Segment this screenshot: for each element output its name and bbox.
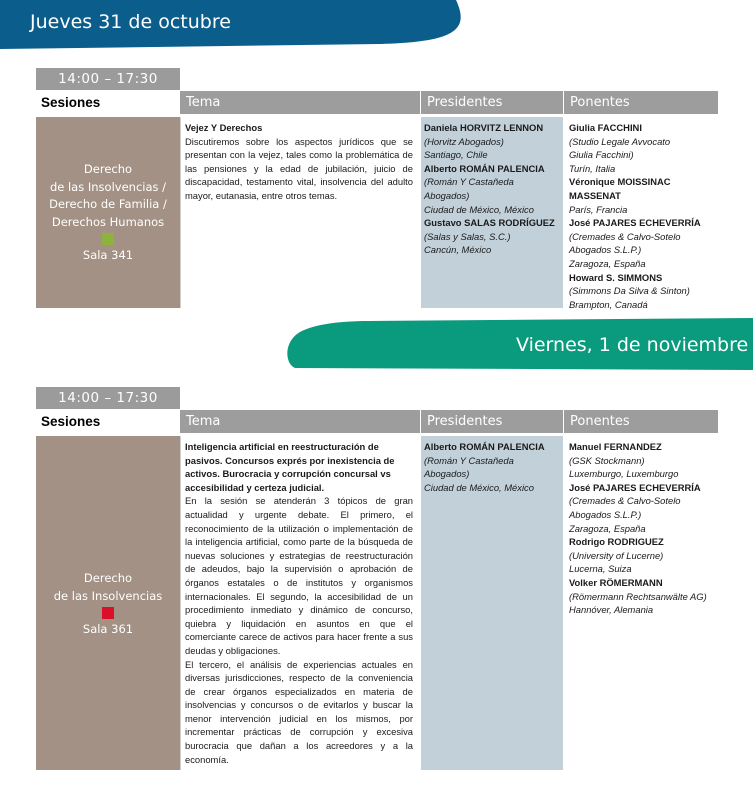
session-time: 14:00 – 17:30 [36, 68, 180, 90]
ponente-name: Giulia FACCHINI [569, 122, 642, 133]
header-ponentes: Ponentes [564, 91, 718, 114]
day-title: Jueves 31 de octubre [30, 11, 231, 33]
session-cell [36, 436, 180, 770]
session-cell [36, 117, 180, 308]
ponentes-cell [567, 117, 747, 315]
presidente-name: Gustavo SALAS RODRÍGUEZ [424, 217, 555, 229]
session-room: Sala 341 [82, 248, 134, 262]
session-name-line: de las Insolvencias / [49, 179, 167, 194]
session-time: 14:00 – 17:30 [36, 387, 180, 409]
tema-description: El tercero, el análisis de experiencias actuales en diversas jurisdicciones, respecto de la conveniencia de crear órganos especializados en materia de insolvencias y concursos o de evitarlos y buscar la menor intervención judicial en los mismos, por incrementar prácticas de corrupción y excesiva burocracia que dañan a los acreedores y a la economía. [185, 658, 413, 765]
presidente-detail: Cancún, México [424, 244, 492, 256]
ponente-name: José PAJARES ECHEVERRÍA [569, 481, 701, 493]
presidente-name: Alberto ROMÁN PALENCIA [424, 441, 545, 452]
presidente-detail: (Román Y Castañeda [424, 176, 514, 188]
ponente-name: Manuel FERNANDEZ [569, 441, 662, 452]
day-title: Viernes, 1 de noviembre [516, 334, 749, 356]
header-presidentes: Presidentes [421, 410, 563, 433]
presidentes-cell [421, 117, 563, 308]
ponente-detail: (Simmons Da Silva & Sinton) [569, 285, 690, 297]
session-name-line: Derecho de Familia / [49, 197, 167, 211]
presidente-detail: (Román Y Castañeda [424, 454, 514, 466]
ponente-detail: Giulia Facchini) [569, 149, 634, 161]
ponente-name: Rodrigo RODRIGUEZ [569, 536, 664, 548]
tema-title: Inteligencia artificial en reestructuración de pasivos. Concursos exprés por inexistencia de activos. Burocracia y corrupción concursal vs accesibilidad y certeza judicial. [185, 441, 395, 493]
header-tema: Tema [180, 91, 420, 114]
session-name-line: Derecho [83, 571, 133, 585]
ponente-detail: Brampton, Canadá [569, 298, 648, 310]
session-name-line: Derechos Humanos [51, 214, 165, 229]
ponente-detail: Zaragoza, España [569, 522, 646, 534]
presidentes-cell [421, 436, 563, 770]
tema-description: En la sesión se atenderán 3 tópicos de gran actualidad y urgente debate. El primero, el reconocimiento de la utilización o implementación de la inteligencia artificial, como parte de la búsqueda de nuevas soluciones y estrategias de reestructuración de adeudos, bajo la supervisión o aprobación de órganos estatales o de institutos y organismos internacionales. El segundo, la accesibilidad de un procedimiento inmediato y dinámico de concurso, quiebra y liquidación en asuntos en que el comerciante carece de activos para hacer frente a sus deudas y obligaciones. [185, 495, 413, 656]
ponente-detail: (Cremades & Calvo-Sotelo [569, 230, 681, 242]
presidente-detail: Ciudad de México, México [424, 203, 534, 215]
ponente-detail: París, Francia [569, 203, 628, 215]
ponente-detail: (University of Lucerne) [569, 549, 664, 561]
ponente-detail: Zaragoza, España [569, 257, 646, 269]
presidente-name: Daniela HORVITZ LENNON [424, 122, 544, 133]
presidente-detail: Abogados) [424, 468, 470, 480]
tema-description: Discutiremos sobre los aspectos jurídicos que se presentan con la vejez, tales como la problemática de las pensiones y la edad de jubilación, juicio de discapacidad, testamento vital, insolvencia del adulto mayor, eutanasia, entre otros temas. [185, 135, 413, 201]
presidente-detail: Ciudad de México, México [424, 481, 534, 493]
presidente-name: Alberto ROMÁN PALENCIA [424, 162, 545, 174]
header-sesiones: Sesiones [41, 414, 101, 429]
ponente-detail: Abogados S.L.P.) [569, 244, 642, 256]
tema-cell [181, 117, 417, 207]
session-color-square [102, 607, 114, 619]
ponente-name: José PAJARES ECHEVERRÍA [569, 217, 701, 229]
session-name-line: Derecho [83, 162, 133, 176]
ponente-name: Véronique MOISSINAC MASSENAT [569, 176, 671, 201]
ponente-detail: Turín, Italia [569, 162, 616, 174]
ponente-detail: Abogados S.L.P.) [569, 508, 642, 520]
session-room: Sala 361 [82, 622, 134, 636]
header-ponentes: Ponentes [564, 410, 718, 433]
session-color-square [102, 233, 114, 245]
ponente-name: Howard S. SIMMONS [569, 271, 663, 283]
header-tema: Tema [180, 410, 420, 433]
presidente-detail: (Horvitz Abogados) [424, 135, 504, 147]
ponente-detail: (GSK Stockmann) [569, 454, 645, 466]
tema-title: Vejez Y Derechos [185, 122, 263, 133]
ponentes-cell [567, 436, 747, 621]
ponente-detail: (Cremades & Calvo-Sotelo [569, 495, 681, 507]
session-name-line: de las Insolvencias [53, 588, 163, 603]
presidente-detail: Abogados) [424, 189, 470, 201]
ponente-name: Volker RÖMERMANN [569, 576, 663, 588]
header-sesiones: Sesiones [41, 95, 101, 110]
ponente-detail: (Römermann Rechtsanwälte AG) [569, 590, 707, 602]
presidente-detail: Santiago, Chile [424, 149, 488, 161]
presidente-detail: (Salas y Salas, S.C.) [424, 230, 511, 242]
ponente-detail: Hannóver, Alemania [569, 604, 654, 616]
ponente-detail: (Studio Legale Avvocato [569, 135, 671, 147]
tema-cell [181, 436, 417, 770]
header-presidentes: Presidentes [421, 91, 563, 114]
ponente-detail: Luxemburgo, Luxemburgo [569, 468, 679, 480]
ponente-detail: Lucerna, Suiza [569, 563, 632, 575]
